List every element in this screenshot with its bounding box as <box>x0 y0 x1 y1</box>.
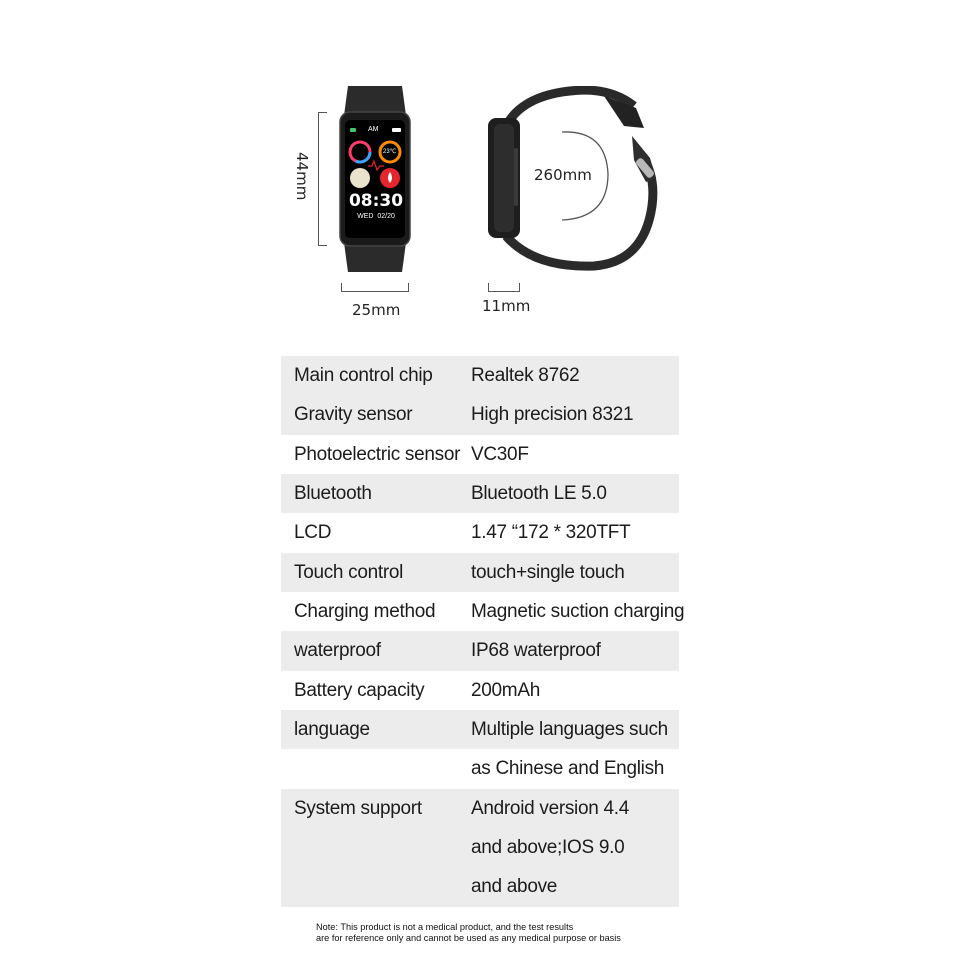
watch-date: WED 02/20 <box>357 213 395 220</box>
spec-value: Android version 4.4 <box>471 797 630 819</box>
thickness-dimension-line <box>488 283 520 292</box>
spec-label: System support <box>294 797 422 819</box>
spec-row <box>281 710 679 749</box>
spec-value: 1.47 “172 * 320TFT <box>471 522 631 544</box>
spec-label: Photoelectric sensor <box>294 443 461 465</box>
spec-value: Realtek 8762 <box>471 365 580 386</box>
spec-label: waterproof <box>294 640 381 662</box>
strap-length-label: 260mm <box>534 166 592 184</box>
watch-time: 08:30 <box>348 191 404 211</box>
width-dimension-line <box>341 283 409 292</box>
spec-value: High precision 8321 <box>471 404 634 426</box>
spec-value: 200mAh <box>471 679 540 701</box>
thickness-dimension-label: 11mm <box>482 297 531 315</box>
spec-row <box>281 631 679 670</box>
width-dimension-label: 25mm <box>352 301 401 319</box>
spec-value: touch+single touch <box>471 561 625 583</box>
spec-row <box>281 828 679 867</box>
note-line-1: Note: This product is not a medical product, and the test results <box>316 922 574 932</box>
height-dimension-line <box>318 112 327 246</box>
spec-row <box>281 749 679 788</box>
spec-value: Multiple languages such <box>471 718 668 740</box>
spec-label: Bluetooth <box>294 482 372 504</box>
spec-label: LCD <box>294 522 332 544</box>
note-line-2: are for reference only and cannot be used as any medical purpose or basis <box>316 933 621 943</box>
watch-temperature-badge: 23℃ <box>383 149 397 155</box>
spec-value: VC30F <box>471 443 529 465</box>
spec-label: Touch control <box>294 561 404 583</box>
spec-row <box>281 671 679 710</box>
spec-label: Main control chip <box>294 365 433 386</box>
spec-table <box>281 356 685 907</box>
medical-disclaimer-note <box>316 922 621 944</box>
spec-row <box>281 356 679 395</box>
spec-label: Battery capacity <box>294 679 425 701</box>
spec-row <box>281 592 685 631</box>
spec-label: Charging method <box>294 600 436 622</box>
spec-label: Gravity sensor <box>294 404 413 426</box>
spec-row <box>281 395 679 434</box>
watch-am-label: AM <box>368 126 379 133</box>
spec-row <box>281 867 679 906</box>
spec-value: and above;IOS 9.0 <box>471 836 625 858</box>
spec-value: and above <box>471 876 558 898</box>
spec-row <box>281 474 679 513</box>
watch-front-view <box>330 86 420 272</box>
spec-value: as Chinese and English <box>471 758 665 780</box>
height-dimension-label: 44mm <box>293 152 311 201</box>
spec-row <box>281 789 679 828</box>
spec-value: Magnetic suction charging <box>471 600 685 622</box>
spec-label: language <box>294 718 370 740</box>
spec-value: Bluetooth LE 5.0 <box>471 482 607 504</box>
product-illustration <box>0 0 960 340</box>
spec-row <box>281 553 679 592</box>
spec-row <box>281 435 679 474</box>
spec-row <box>281 513 679 552</box>
spec-value: IP68 waterproof <box>471 640 601 662</box>
